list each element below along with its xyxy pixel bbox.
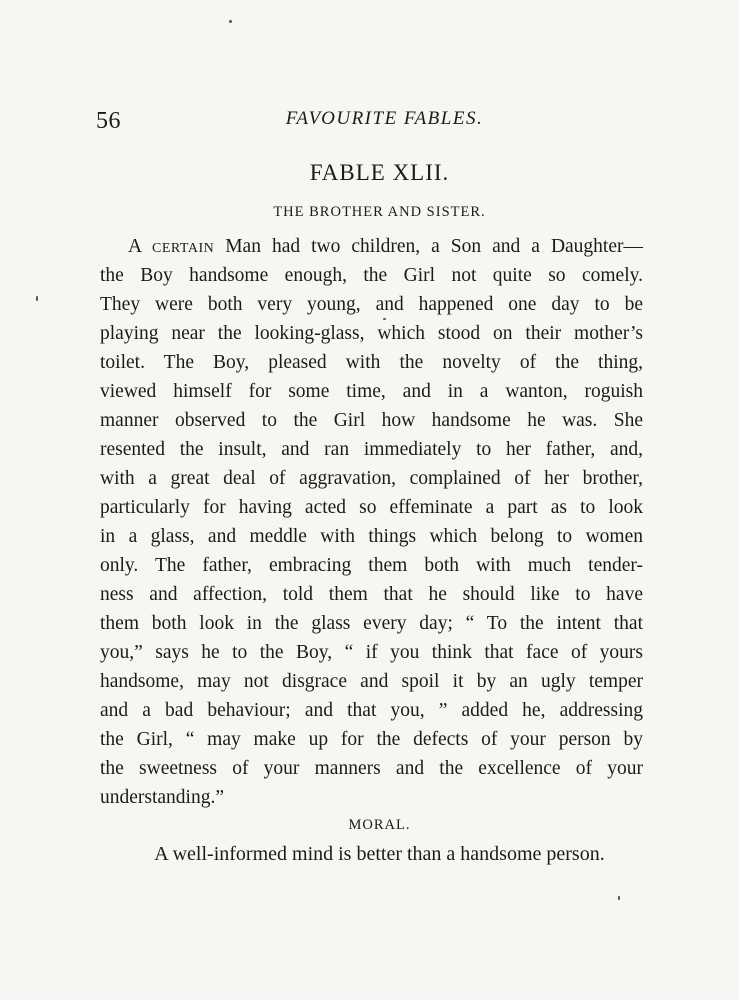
fable-line: playing near the looking-glass, which stood on their mother’s [100,323,643,344]
fable-line: resented the insult, and ran immediately to her father, and, [100,439,643,460]
fable-body [100,232,643,812]
fable-line: and a bad behaviour; and that you, ” added he, addressing [100,700,643,721]
paper-speck [383,318,386,320]
fable-line: them both look in the glass every day; “ To the intent that [100,613,643,634]
paper-speck [618,896,620,900]
fable-line: toilet. The Boy, pleased with the novelty of the thing, [100,352,643,373]
paper-speck [229,20,232,23]
fable-subtitle: THE BROTHER AND SISTER. [273,204,486,220]
page-number: 56 [96,108,121,134]
running-title: FAVOURITE FABLES. [285,108,484,129]
fable-line: particularly for having acted so effeminate a part as to look [100,497,643,518]
lead-small-caps: certain [152,236,215,257]
fable-line: handsome, may not disgrace and spoil it by an ugly temper [100,671,643,692]
fable-title: FABLE XLII. [309,160,450,185]
fable-line: ness and affection, told them that he should like to have [100,584,643,605]
moral-text: A well-informed mind is better than a handsome person. [154,843,605,865]
lead-word: A [128,236,142,257]
fable-line: the Boy handsome enough, the Girl not quite so comely. [100,265,643,286]
fable-line [100,232,643,261]
fable-line: you,” says he to the Boy, “ if you think that face of yours [100,642,643,663]
fable-line: only. The father, embracing them both with much tender- [100,555,643,576]
fable-line: They were both very young, and happened one day to be [100,294,643,315]
fable-line: the sweetness of your manners and the excellence of your [100,758,643,779]
fable-line: viewed himself for some time, and in a wanton, roguish [100,381,643,402]
fable-line: the Girl, “ may make up for the defects of your person by [100,729,643,750]
moral-heading: MORAL. [348,817,411,833]
fable-line: in a glass, and meddle with things which belong to women [100,526,643,547]
fable-line-text: Man had two children, a Son and a Daughter— [214,236,643,257]
fable-line: understanding.” [100,787,225,808]
fable-line: manner observed to the Girl how handsome he was. She [100,410,643,431]
fable-line: with a great deal of aggravation, complained of her brother, [100,468,643,489]
paper-speck [36,296,38,301]
